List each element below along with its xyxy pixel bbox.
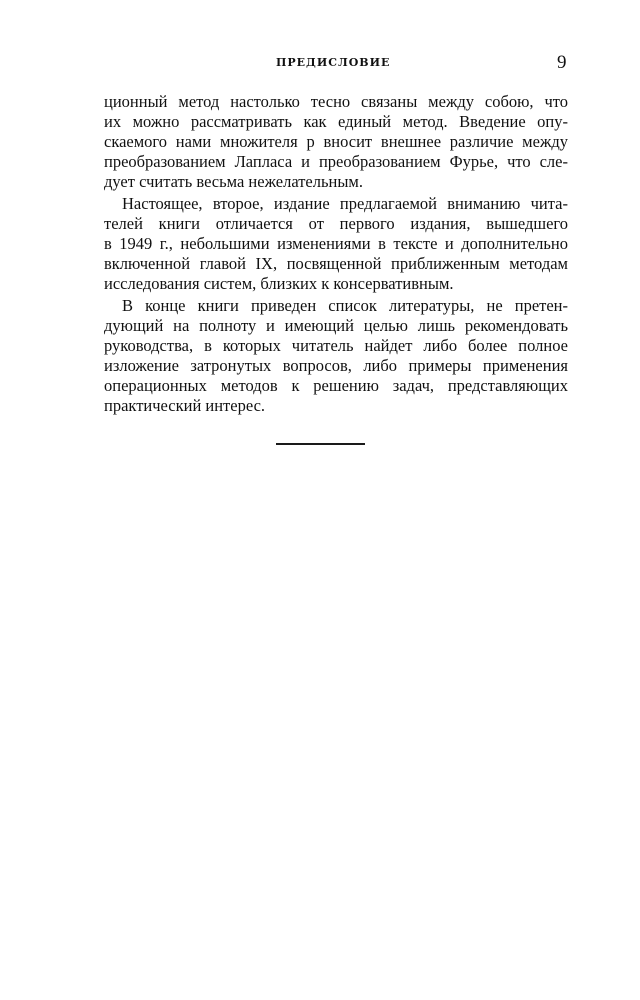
text-line: практический интерес.: [104, 396, 266, 415]
page-number: 9: [557, 52, 567, 73]
running-title: ПРЕДИСЛОВИЕ: [276, 56, 391, 69]
text-line: руководства, в которых читатель найдет либо более полное: [104, 336, 568, 355]
text-line: изложение затронутых вопросов, либо примеры применения: [104, 356, 568, 375]
text-line: телей книги отличается от первого издания, вышедшего: [104, 214, 568, 233]
text-line: преобразованием Лапласа и преобразованием Фурье, что сле-: [104, 152, 568, 171]
text-line: дующий на полноту и имеющий целью лишь рекомендовать: [104, 316, 568, 335]
section-end-rule: [276, 443, 365, 445]
text-line: включенной главой IX, посвященной приближенным методам: [104, 254, 568, 273]
text-line: операционных методов к решению задач, представляющих: [104, 376, 568, 395]
text-line: скаемого нами множителя p вносит внешнее различие между: [104, 132, 568, 151]
text-line: ционный метод настолько тесно связаны между собою, что: [104, 92, 568, 111]
text-line: [104, 194, 568, 214]
text-line: дует считать весьма нежелательным.: [104, 172, 363, 191]
text-line: в 1949 г., небольшими изменениями в тексте и дополнительно: [104, 234, 568, 253]
text-line: их можно рассматривать как единый метод. Введение опу-: [104, 112, 568, 131]
paragraph-start: В конце книги приведен список литературы, не претен-: [122, 296, 568, 315]
text-line: исследования систем, близких к консервативным.: [104, 274, 454, 293]
page-header: [0, 52, 640, 76]
paragraph-start: Настоящее, второе, издание предлагаемой вниманию чита-: [122, 194, 568, 213]
text-line: [104, 296, 568, 316]
